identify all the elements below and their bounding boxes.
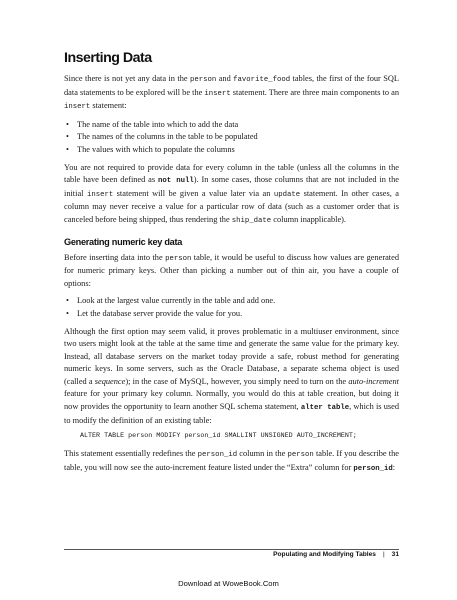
page-body	[64, 50, 399, 480]
list-item: • The name of the table into which to add the data	[64, 119, 399, 132]
list-item: • The values with which to populate the columns	[64, 144, 399, 157]
inline-code-insert: insert	[86, 190, 114, 199]
page-footer	[273, 551, 399, 558]
emphasis-auto-increment: auto-increment	[348, 376, 399, 386]
inline-code-person: person	[165, 254, 192, 263]
key-options-list	[64, 295, 399, 320]
subsection-heading: Generating numeric key data	[64, 236, 183, 247]
emphasis-sequence: sequence	[94, 376, 126, 386]
auto-increment-paragraph: Although the first option may seem valid, it proves problematic in a multiuser environment, since two users might look at the table at the same time and generate the same value for the primary key. Instead, all database servers on the market today provide a safe, robust method for generating numeric keys. In some servers, such as the Oracle Database, a separate schema object is used (called a sequence); in the case of MySQL, however, you simply need to turn on the auto-increment feature for your primary key column. Normally, you would do this at table creation, but doing it now provides the opportunity to learn another SQL schema statement, alter table, which is used to modify the definition of an existing table:	[64, 326, 400, 425]
inline-code-insert: insert	[64, 103, 91, 112]
inline-code-person-id: person_id	[353, 464, 393, 473]
section-heading: Inserting Data	[64, 50, 152, 66]
intro-paragraph: Since there is not yet any data in the person and favorite_food tables, the first of the four SQL data statements to be explored will be the insert statement. There are three main components to an insert statement:	[64, 74, 399, 112]
footer-rule	[64, 549, 399, 550]
footer-chapter-title: Populating and Modifying Tables	[273, 551, 376, 558]
inline-code-favorite-food: favorite_food	[233, 76, 291, 84]
inline-code-person: person	[190, 76, 217, 84]
list-item: • The names of the columns in the table to be populated	[64, 131, 399, 144]
page-number: 31	[391, 551, 399, 558]
inline-code-insert: insert	[204, 89, 231, 98]
inline-code-person: person	[287, 451, 314, 460]
inline-code-ship-date: ship_date	[231, 216, 272, 225]
insert-components-list	[64, 119, 399, 157]
inline-code-alter-table: alter table	[300, 404, 350, 413]
list-item: • Look at the largest value currently in the table and add one.	[64, 295, 399, 308]
footer-separator: |	[382, 551, 385, 558]
download-watermark: Download at WoweBook.Com	[178, 579, 279, 588]
redefine-paragraph: This statement essentially redefines the person_id column in the person table. If you describe the table, you will now see the auto-increment feature listed under the “Extra” column for person_id:	[64, 449, 400, 473]
list-item: • Let the database server provide the value for you.	[64, 308, 399, 321]
inline-code-person-id: person_id	[197, 451, 238, 460]
key-intro-paragraph: Before inserting data into the person table, it would be useful to discuss how values are generated for numeric primary keys. Other than picking a number out of thin air, you have a couple of options:	[64, 252, 399, 288]
inline-code-not-null: not null	[157, 177, 194, 186]
inline-code-update: update	[273, 190, 301, 199]
columns-paragraph: You are not required to provide data for every column in the table (unless all the columns in the table have been defined as not null). In some cases, those columns that are not included in the initial insert statement will be given a value later via an update statement. In other cases, a column may never receive a value for a particular row of data (such as a customer order that is canceled before being shipped, thus rendering the ship_date column inapplicable).	[64, 162, 400, 225]
code-block: ALTER TABLE person MODIFY person_id SMALLINT UNSIGNED AUTO_INCREMENT;	[80, 432, 357, 441]
